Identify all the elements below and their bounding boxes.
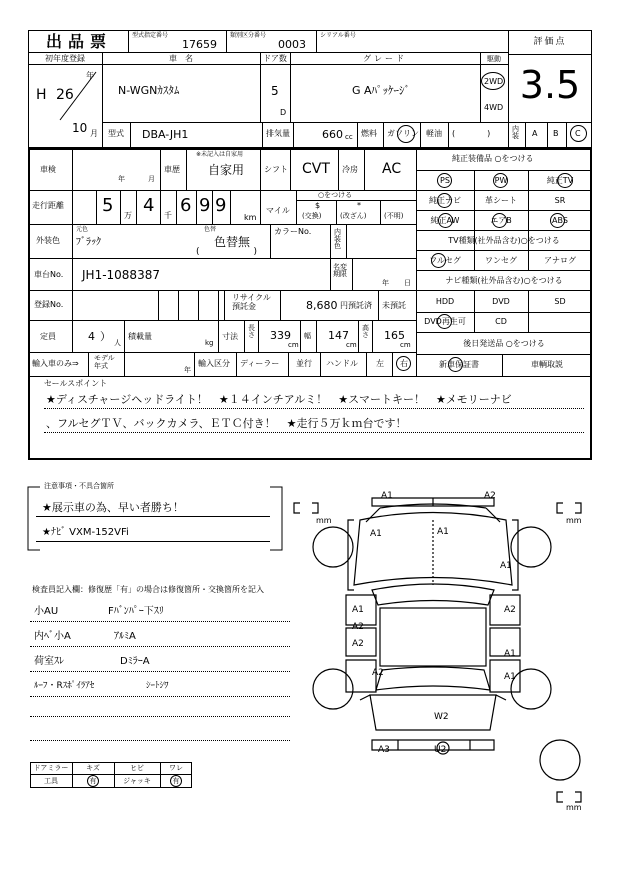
capacity-value: 4 [88, 330, 95, 343]
reg-year-unit: 年 [86, 71, 94, 80]
name-change-year: 年 [382, 279, 389, 287]
reg-month: 10 [72, 121, 88, 135]
navi-dvd: DVD [492, 297, 510, 306]
damage-front-right-wheel: A1 [500, 561, 512, 571]
model-year-unit: 年 [184, 366, 191, 374]
mm-1: mm [316, 516, 332, 525]
tool-r2: 有 [89, 777, 97, 785]
color-repaint-label: 色替 [204, 226, 217, 233]
model-value: DBA-JH1 [142, 128, 189, 141]
ruibetsu-value: 0003 [278, 38, 306, 51]
capacity-unit: 人 [114, 339, 121, 347]
door-count: 5 [271, 84, 279, 98]
altered-mark: * [357, 201, 361, 210]
usage-note: ※未記入は自家用 [196, 151, 244, 158]
tool-r1: 工具 [44, 777, 58, 785]
car-name: N-WGNｶｽﾀﾑ [118, 84, 180, 97]
equip-aw: 純正AW [430, 216, 460, 225]
chassis-label: 車台No. [34, 270, 64, 279]
length-unit: cm [288, 341, 299, 349]
send-warranty: 新車保証書 [439, 360, 479, 369]
first-reg-label: 初年度登録 [45, 54, 85, 63]
dealer-option: ディーラー [240, 359, 280, 368]
sales-line-2: 、フルセグＴＶ、バックカメラ、ＥＴＣ付き！ ★走行５万ｋｍ台です！ [46, 417, 407, 430]
shift-label: シフト [264, 165, 288, 174]
displacement-value: 660 [322, 128, 343, 141]
parallel-option: 並行 [296, 359, 312, 368]
drive-4wd: 4WD [484, 103, 504, 112]
height-value: 165 [384, 329, 405, 342]
chassis-value: JH1-1088387 [82, 268, 160, 282]
notes-line-1: ★展示車の為、早い者勝ち！ [42, 501, 184, 514]
inspector-r2-c2: ｱﾙﾐA [114, 631, 136, 642]
damage-right-front-door: A2 [504, 605, 516, 615]
cooler-value: AC [382, 161, 402, 177]
send-title: 後日発送品 ○をつける [463, 339, 545, 348]
navi-hdd: HDD [435, 297, 455, 306]
page-title: 出品票 [45, 32, 112, 51]
interior-label: 内装 [512, 125, 519, 140]
model-label: 型式 [108, 129, 124, 138]
tv-analog: アナログ [544, 256, 576, 265]
mileage-man: 万 [124, 211, 132, 220]
reg-year: 26 [56, 87, 74, 103]
damage-rear-bumper-center: U2 [434, 745, 447, 755]
mileage-digit-2: 4 [143, 195, 155, 216]
navi-title: ナビ種類(社外品含む)○をつける [445, 276, 563, 285]
handle-right: 右 [400, 359, 408, 368]
equip-navi: 純正ナビ [429, 196, 461, 205]
recycle-unpaid: 未預託 [382, 301, 406, 310]
inspector-r4-c1: ﾙｰﾌ・Rｽﾎﾟｲﾗｱｾ [34, 681, 95, 691]
sales-label: セールスポイント [44, 379, 108, 388]
notes-line-2: ★ﾅﾋﾞ VXM-152VFi [42, 527, 129, 538]
capacity-paren: ） [100, 330, 111, 343]
size-label: 寸法 [222, 332, 238, 341]
altered-label: (改ざん) [340, 212, 367, 220]
height-label: 高さ [362, 324, 369, 339]
drive-label: 駆動 [487, 55, 501, 63]
color-label: 外装色 [36, 236, 60, 245]
length-label: 長さ [248, 324, 255, 339]
drive-2wd: 2WD [484, 77, 504, 86]
color-no-label: カラーNo. [274, 227, 312, 236]
navi-cd: CD [495, 317, 507, 326]
regno-label: 登録No. [34, 300, 64, 309]
exchanged-mark: $ [315, 201, 321, 210]
inspector-r3-c2: DﾐﾗｰA [120, 656, 150, 667]
damage-right-rear-door: A1 [504, 649, 516, 659]
unknown-label: (不明) [384, 212, 404, 220]
send-manual: 車輌取説 [531, 360, 563, 369]
equip-leather: 革シート [485, 196, 517, 205]
fuel-gasoline: ガソリン [387, 129, 419, 138]
inspector-r2-c1: 内ﾍﾞ小A [34, 631, 71, 642]
inspector-r1-c2: Fﾊﾞﾝﾊﾟｰ下ｽﾘ [108, 606, 164, 617]
inspector-r1-c1: 小AU [34, 606, 59, 617]
damage-front-bumper-right: A2 [484, 491, 496, 501]
width-value: 147 [328, 329, 349, 342]
fuel-label: 燃料 [361, 129, 377, 138]
import-type-label: 輸入区分 [198, 359, 230, 368]
exchanged-label: (交換) [302, 212, 322, 220]
mm-2: mm [566, 516, 582, 525]
name-label: 車 名 [169, 54, 193, 63]
equip-abs: ABS [552, 216, 568, 225]
length-value: 339 [270, 329, 291, 342]
mileage-digit-4: 9 [199, 195, 211, 216]
model-year-label: モデル年式 [94, 354, 115, 370]
serial-label: シリアル番号 [320, 32, 356, 39]
inspector-label: 検査員記入欄：修復歴「有」の場合は修復箇所・交換箇所を記入 [32, 585, 264, 594]
tv-title: TV種類(社外品含む)○をつける [448, 236, 560, 245]
interior-c: C [575, 129, 581, 138]
cooler-label: 冷房 [342, 165, 358, 174]
damage-rear-glass: W2 [434, 712, 449, 722]
interior-a: A [532, 129, 538, 138]
tool-h2: キズ [86, 764, 100, 772]
color-paren: ( ) [196, 247, 258, 257]
fuel-other: ( ) [452, 129, 491, 138]
shaken-label: 車検 [40, 165, 56, 174]
tv-oneseg: ワンセグ [485, 256, 517, 265]
mileage-sen: 千 [164, 211, 172, 220]
navi-sd: SD [554, 297, 566, 306]
equip-pw: PW [494, 176, 508, 185]
sales-line-1: ★ディスチャージヘッドライト！ ★１４インチアルミ！ ★スマートキー！ ★メモリーナビ [46, 393, 512, 406]
equipment-title: 純正装備品 ○をつける [452, 154, 534, 163]
damage-rear-bumper-left: A3 [378, 745, 390, 755]
damage-left-front-door: A1 [352, 605, 364, 615]
katashiki-label: 型式指定番号 [132, 32, 169, 39]
tool-h4: ワレ [169, 764, 183, 772]
tool-h3: ヒビ [130, 764, 144, 772]
fuel-light: 軽油 [426, 129, 442, 138]
mile-label: マイル [266, 206, 290, 215]
mileage-km: km [244, 213, 257, 222]
equip-sr: SR [554, 196, 566, 205]
recycle-unit: 円預託済 [340, 301, 372, 310]
shift-value: CVT [302, 161, 330, 177]
katashiki-value: 17659 [182, 38, 217, 51]
notes-label: 注意事項・不具合箇所 [44, 482, 114, 490]
doors-label: ドア数 [263, 54, 287, 63]
handle-left: 左 [376, 359, 384, 368]
displacement-label: 排気量 [266, 129, 290, 138]
equip-airbag: エアB [490, 216, 512, 225]
recycle-value: 8,680 [306, 299, 338, 312]
name-change-day: 日 [404, 279, 411, 287]
mileage-label: 走行距離 [32, 201, 64, 210]
tool-r3: ジャッキ [123, 777, 151, 785]
color-orig-label: 元色 [76, 226, 89, 233]
mileage-digit-1: 5 [102, 195, 114, 216]
load-label: 積載量 [128, 332, 152, 341]
mileage-digit-5: 9 [215, 195, 227, 216]
load-unit: kg [205, 339, 214, 347]
grade-label: グレード [363, 54, 407, 63]
width-unit: cm [346, 341, 357, 349]
height-unit: cm [400, 341, 411, 349]
mile-note: ○をつける [318, 191, 353, 199]
damage-roof: A2 [352, 639, 364, 649]
equip-ps: PS [440, 176, 450, 185]
width-label: 幅 [304, 332, 311, 340]
color-orig: ﾌﾞﾗｯｸ [76, 237, 101, 248]
damage-right-quarter: A1 [504, 672, 516, 682]
color-repaint: 色替無 [214, 235, 251, 249]
grade: G Aﾊﾟｯｹｰｼﾞ [352, 84, 411, 97]
interior-b: B [553, 129, 559, 138]
displacement-unit: cc [345, 133, 353, 141]
door-type: D [280, 108, 287, 117]
import-label: 輸入車のみ⇒ [32, 359, 79, 368]
tool-h1: ドアミラー [33, 764, 69, 772]
ruibetsu-label: 類別区分番号 [230, 32, 267, 39]
usage-value: 自家用 [208, 163, 245, 177]
shaken-year-unit: 年 [118, 175, 125, 183]
era: H [36, 87, 47, 103]
name-change-label: 名変期限 [333, 263, 347, 278]
shaken-month-unit: 月 [148, 175, 155, 183]
reg-month-unit: 月 [90, 129, 98, 138]
mileage-digit-3: 6 [180, 195, 192, 216]
mm-3: mm [566, 803, 582, 812]
damage-left-rear-door: A2 [352, 622, 364, 632]
handle-label: ハンドル [326, 359, 358, 368]
inspector-r3-c1: 荷室ｽﾚ [34, 656, 64, 667]
damage-front-bumper-left: A1 [381, 491, 393, 501]
score-value: 3.5 [519, 63, 581, 107]
damage-front-left-wheel: A1 [370, 529, 382, 539]
damage-hood: A1 [437, 527, 449, 537]
score-label: 評価点 [533, 37, 567, 47]
interior-color-label: 内装色 [334, 228, 341, 250]
damage-left-quarter: A2 [372, 668, 384, 678]
tv-fullseg: フルセグ [429, 256, 461, 265]
inspector-r4-c2: ｼｰﾄｼﾜ [146, 681, 169, 691]
navi-dvdplay: DVD再生可 [424, 317, 466, 326]
usage-label: 車歴 [164, 165, 180, 174]
capacity-label: 定員 [40, 332, 56, 341]
tool-r4: 有 [172, 777, 180, 785]
recycle-label: リサイクル預託金 [232, 293, 271, 311]
equip-tv: 純正TV [546, 176, 574, 185]
